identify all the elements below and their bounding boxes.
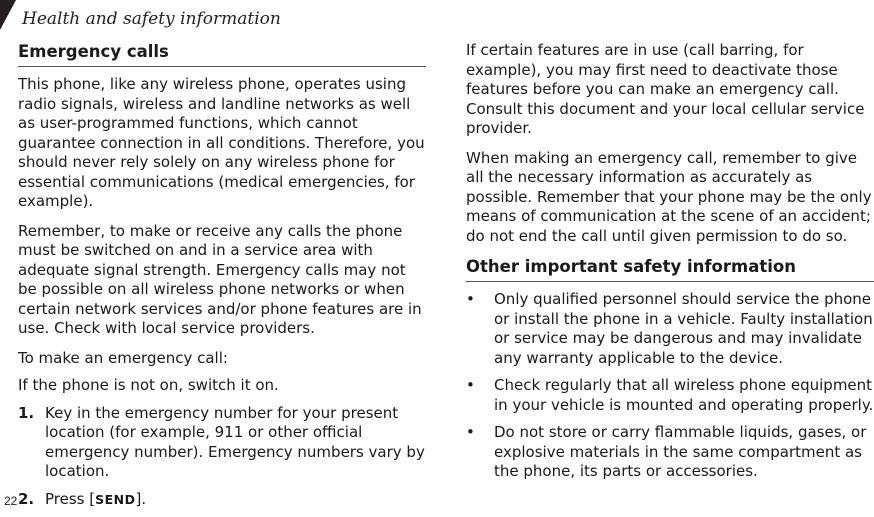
bullet-list: [466, 290, 874, 482]
bullet-text: Only qualified personnel should service the phone or install the phone in a vehicle. Faulty installation or service may be dangerous and may invalidate any warranty applicable to the device.: [494, 290, 873, 367]
paragraph: When making an emergency call, remember to give all the necessary information as accurately as possible. Remember that your phone may be the only means of communication at the scene of an accident; do not end the call until given permission to do so.: [466, 148, 872, 245]
other-safety-heading: Other important safety information: [466, 256, 874, 282]
left-column: [18, 41, 426, 517]
step-text-prefix: Press [: [45, 489, 96, 508]
bullet-text: Do not store or carry flammable liquids, gases, or explosive materials in the same compartment as the phone, its parts or accessories.: [494, 423, 867, 480]
send-key-label: SEND: [95, 491, 136, 507]
paragraph: Remember, to make or receive any calls the phone must be switched on and in a service area with adequate signal strength. Emergency calls may not be possible on all wireless phone networks or when certain network services and/or phone features are in use. Check with local service providers.: [18, 221, 422, 337]
right-column: [466, 41, 874, 490]
paragraph: To make an emergency call:: [18, 348, 228, 367]
bullet-item: [466, 290, 874, 368]
bullet-icon: •: [466, 376, 475, 394]
step-list: [18, 404, 426, 510]
bullet-item: [466, 376, 874, 415]
paragraph: If certain features are in use (call barring, for example), you may first need to deactivate those features before you can make an emergency call. Consult this document and your local cellular service provider.: [466, 41, 865, 137]
step-text: [45, 490, 146, 510]
bullet-text: Check regularly that all wireless phone equipment in your vehicle is mounted and operating properly.: [494, 376, 874, 414]
header-corner-mark: [0, 0, 16, 30]
paragraph: If the phone is not on, switch it on.: [18, 376, 279, 394]
page-number: 22: [4, 494, 18, 508]
running-header: Health and safety information: [22, 9, 281, 29]
emergency-calls-heading: Emergency calls: [18, 41, 426, 67]
step-text: Key in the emergency number for your present location (for example, 911 or other official emergency number). Emergency numbers vary by location.: [45, 403, 425, 480]
step-item: [18, 404, 426, 482]
step-number: 2.: [18, 489, 35, 508]
paragraph: This phone, like any wireless phone, operates using radio signals, wireless and landline networks as well as user-programmed functions, which cannot guarantee connection in all conditions. Therefore, you should never rely solely on any wireless phone for essential communications (medical emergencies, for example).: [18, 75, 425, 210]
bullet-icon: •: [466, 423, 475, 441]
step-text-suffix: ].: [135, 489, 147, 508]
bullet-item: [466, 423, 874, 482]
bullet-icon: •: [466, 290, 475, 308]
step-item: [18, 490, 426, 510]
step-number: 1.: [18, 403, 35, 422]
